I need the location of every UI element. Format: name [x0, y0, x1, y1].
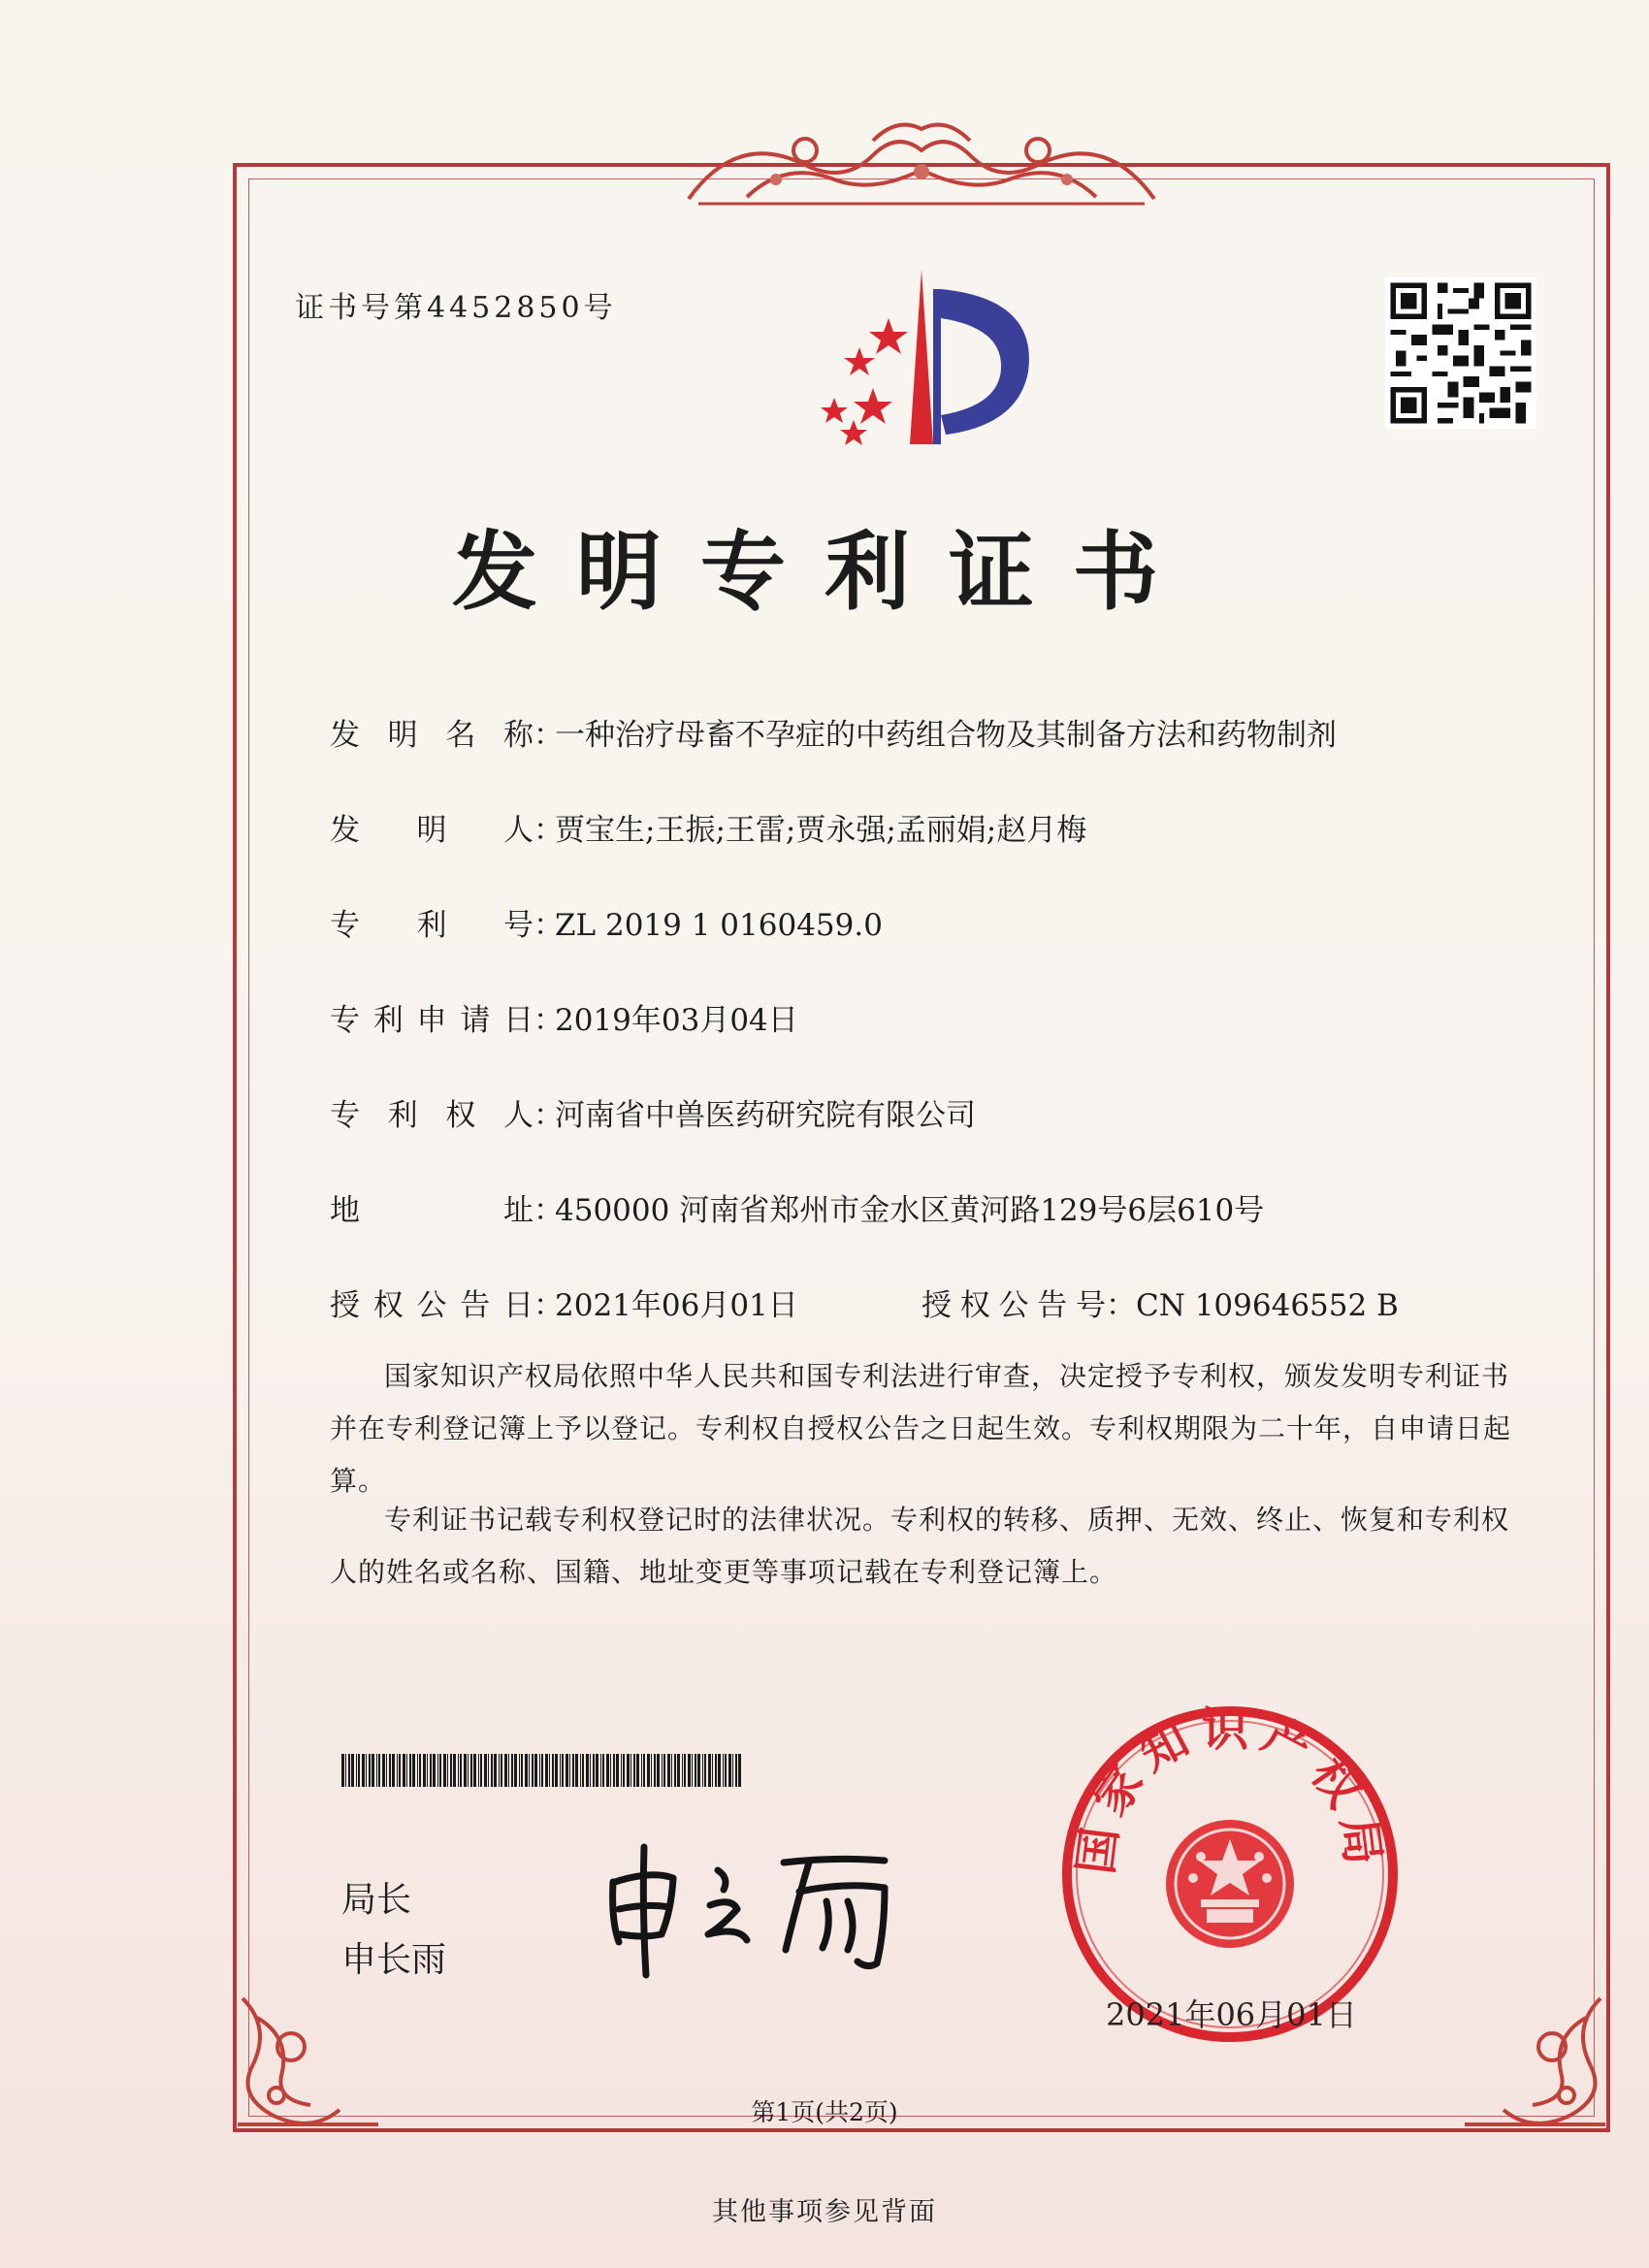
patent-number-label: 专利号 [330, 908, 534, 943]
address-value: 450000 河南省郑州市金水区黄河路129号6层610号 [555, 1193, 1265, 1228]
barcode-icon [341, 1754, 741, 1787]
address-label: 地址 [330, 1193, 534, 1228]
invention-name-value: 一种治疗母畜不孕症的中药组合物及其制备方法和药物制剂 [555, 718, 1337, 753]
grant-date-value: 2021年06月01日 [555, 1288, 798, 1323]
footer-note: 其他事项参见背面 [712, 2197, 937, 2227]
grant-number-value: CN 109646552 B [1136, 1288, 1399, 1323]
inventors-label: 发明人 [330, 813, 534, 848]
director-name: 申长雨 [341, 1940, 447, 1980]
grant-date-label: 授权公告日 [330, 1288, 534, 1323]
seal-text: 国家知识产权局 [1068, 1702, 1392, 1878]
statement-paragraph-1: 国家知识产权局依照中华人民共和国专利法进行审查，决定授予专利权，颁发发明专利证书并在专利登记簿上予以登记。专利权自授权公告之日起生效。专利权期限为二十年，自申请日起算。 [330, 1360, 1512, 1497]
grant-number-label: 授权公告号 [922, 1288, 1106, 1323]
patent-number-value: ZL 2019 1 0160459.0 [555, 908, 883, 943]
inventors-value: 贾宝生;王振;王雷;贾永强;孟丽娟;赵月梅 [555, 813, 1087, 848]
director-signature-icon [594, 1833, 943, 1979]
patent-office-emblem-icon [795, 260, 1057, 454]
filing-date-value: 2019年03月04日 [555, 1003, 798, 1038]
page-number: 第1页(共2页) [751, 2098, 898, 2126]
patentee-value: 河南省中兽医药研究院有限公司 [555, 1098, 976, 1133]
seal-date: 2021年06月01日 [1106, 1996, 1357, 2033]
field-grant-date: 授权公告日：2021年06月01日 [330, 1280, 798, 1324]
field-filing-date: 专利申请日：2019年03月04日 [330, 995, 798, 1039]
field-address: 地址：450000 河南省郑州市金水区黄河路129号6层610号 [330, 1185, 1264, 1229]
director-title: 局长 [341, 1880, 412, 1920]
invention-name-label: 发明名称 [330, 718, 534, 753]
statement-paragraph-2: 专利证书记载专利权登记时的法律状况。专利权的转移、质押、无效、终止、恢复和专利权人的姓名或名称、国籍、地址变更等事项记载在专利登记簿上。 [330, 1504, 1510, 1588]
qr-code-icon [1385, 277, 1536, 429]
field-grant-number: 授权公告号：CN 109646552 B [922, 1280, 1399, 1324]
patentee-label: 专利权人 [330, 1098, 534, 1133]
field-patentee: 专利权人：河南省中兽医药研究院有限公司 [330, 1090, 976, 1134]
certificate-number: 证书号第4452850号 [295, 291, 617, 325]
filing-date-label: 专利申请日 [330, 1003, 534, 1038]
director-block [341, 1870, 446, 1991]
certificate-title: 发明专利证书 [451, 522, 1197, 622]
field-invention-name: 发明名称：一种治疗母畜不孕症的中药组合物及其制备方法和药物制剂 [330, 710, 1337, 754]
field-inventors: 发明人：贾宝生;王振;王雷;贾永强;孟丽娟;赵月梅 [330, 805, 1086, 849]
field-patent-number: 专利号：ZL 2019 1 0160459.0 [330, 900, 883, 944]
top-ornament-icon [679, 112, 1164, 218]
